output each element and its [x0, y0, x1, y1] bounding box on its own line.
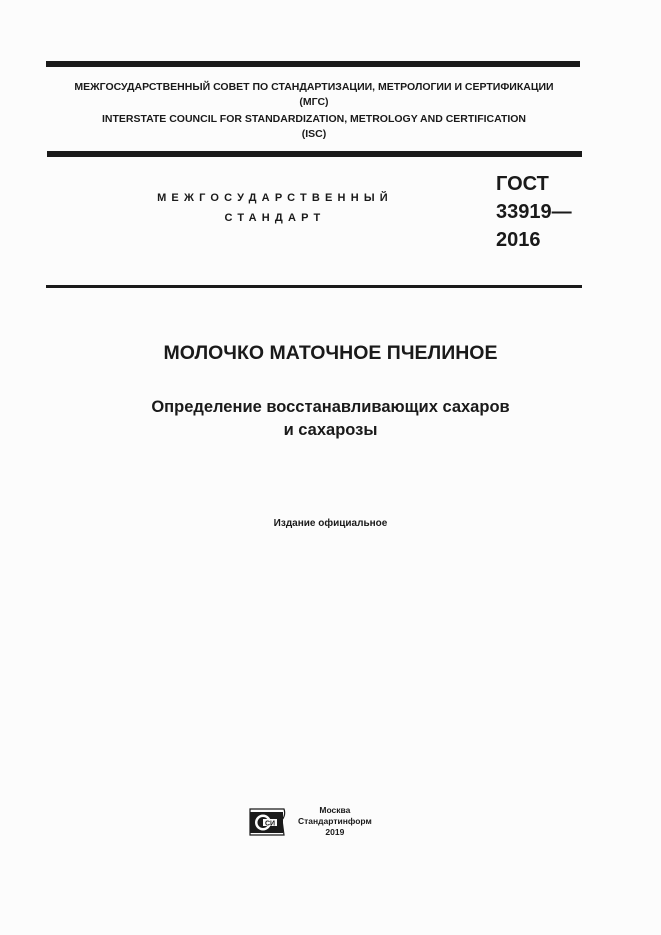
council-ru-abbr: (МГС) — [299, 96, 329, 108]
top-rule — [46, 61, 580, 67]
publisher-name: Стандартинформ — [298, 816, 372, 826]
standard-type — [130, 188, 420, 228]
gost-number: 33919— — [496, 201, 572, 223]
gost-designation — [496, 170, 572, 254]
standard-type-line1: МЕЖГОСУДАРСТВЕННЫЙ — [157, 192, 393, 204]
svg-text:СИ: СИ — [265, 820, 276, 827]
document-title: МОЛОЧКО МАТОЧНОЕ ПЧЕЛИНОЕ — [163, 342, 498, 364]
designation-rule — [46, 285, 582, 288]
publisher-block — [248, 805, 372, 838]
publisher-year: 2019 — [325, 827, 345, 837]
publisher-text — [298, 805, 372, 838]
council-en-name: INTERSTATE COUNCIL FOR STANDARDIZATION, METROLOGY AND CERTIFICATION — [101, 113, 527, 125]
council-en-abbr: (ISC) — [301, 128, 327, 140]
gost-label: ГОСТ — [496, 173, 549, 195]
document-subtitle — [0, 396, 661, 442]
edition-note: Издание официальное — [273, 518, 388, 529]
subtitle-line1: Определение восстанавливающих сахаров — [151, 398, 510, 416]
council-ru-block — [46, 80, 582, 110]
header-rule — [47, 151, 582, 157]
council-ru-name: МЕЖГОСУДАРСТВЕННЫЙ СОВЕТ ПО СТАНДАРТИЗАЦИИ, МЕТРОЛОГИИ И СЕРТИФИКАЦИИ — [74, 81, 554, 93]
standard-type-line2: СТАНДАРТ — [224, 212, 326, 224]
gost-year: 2016 — [496, 229, 541, 251]
publisher-city: Москва — [319, 805, 351, 815]
council-en-block — [46, 112, 582, 142]
standartinform-logo-icon — [248, 806, 288, 838]
subtitle-line2: и сахарозы — [283, 421, 378, 439]
